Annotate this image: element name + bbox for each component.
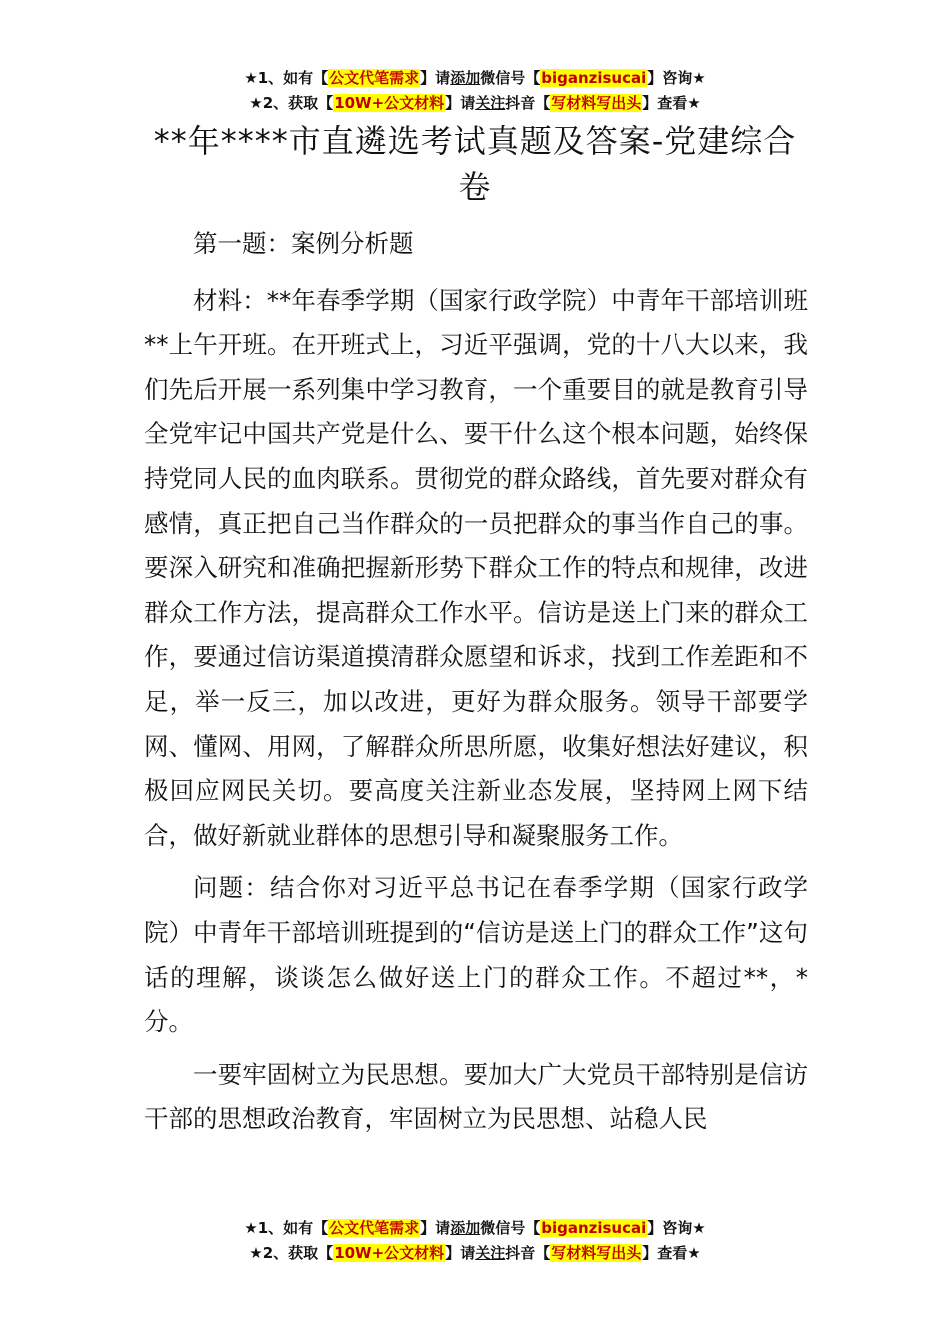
- answer-paragraph: 一要牢固树立为民思想。要加大广大党员干部特别是信访干部的思想政治教育，牢固树立为民思想、站稳人民: [144, 1059, 808, 1134]
- promo-highlight: 10W+公文材料: [334, 1244, 445, 1262]
- promo-underlined: 添加: [450, 69, 481, 87]
- promo-highlight: biganzisucai: [541, 1219, 647, 1237]
- promo-text: ★2、获取【: [249, 94, 334, 112]
- document-body: [144, 222, 808, 1150]
- promo-banner-bottom: [0, 1216, 950, 1266]
- promo-text: ★2、获取【: [249, 1244, 334, 1262]
- promo-highlight: 公文代笔需求: [329, 1219, 420, 1237]
- promo-text: 】咨询★: [647, 69, 706, 87]
- promo-text: 】请: [420, 1219, 451, 1237]
- promo-text: 】查看★: [642, 94, 701, 112]
- question-paragraph: 问题：结合你对习近平总书记在春季学期（国家行政学院）中青年干部培训班提到的“信访是送上门的群众工作”这句话的理解，谈谈怎么做好送上门的群众工作。不超过**，*分。: [144, 873, 808, 1037]
- promo-text: 抖音【: [505, 94, 551, 112]
- promo-highlight: 10W+公文材料: [334, 94, 445, 112]
- promo-underlined: 添加: [450, 1219, 481, 1237]
- section-heading: 第一题：案例分析题: [193, 229, 414, 258]
- promo-text: ★1、如有【: [244, 1219, 329, 1237]
- promo-underlined: 关注: [475, 94, 506, 112]
- promo-text: 抖音【: [505, 1244, 551, 1262]
- promo-text: 】请: [445, 94, 476, 112]
- promo-highlight: 写材料写出头: [551, 1244, 642, 1262]
- promo-text: 】查看★: [642, 1244, 701, 1262]
- promo-highlight: 公文代笔需求: [329, 69, 420, 87]
- promo-highlight: 写材料写出头: [551, 94, 642, 112]
- promo-banner-top: [0, 66, 950, 116]
- promo-text: 】咨询★: [647, 1219, 706, 1237]
- promo-text: 】请: [420, 69, 451, 87]
- promo-text: 微信号【: [480, 69, 541, 87]
- document-title: **年****市直遴选考试真题及答案-党建综合卷: [153, 122, 797, 206]
- promo-line-2: [0, 1241, 950, 1266]
- promo-line-1: [0, 1216, 950, 1241]
- promo-text: ★1、如有【: [244, 69, 329, 87]
- promo-line-1: [0, 66, 950, 91]
- promo-line-2: [0, 91, 950, 116]
- material-paragraph: 材料：**年春季学期（国家行政学院）中青年干部培训班**上午开班。在开班式上，习近平强调，党的十八大以来，我们先后开展一系列集中学习教育，一个重要目的就是教育引导全党牢记中国共产党是什么、要干什么这个根本问题，始终保持党同人民的血肉联系。贯彻党的群众路线，首先要对群众有感情，真正把自己当作群众的一员把群众的事当作自己的事。要深入研究和准确把握新形势下群众工作的特点和规律，改进群众工作方法，提高群众工作水平。信访是送上门来的群众工作，要通过信访渠道摸清群众愿望和诉求，找到工作差距和不足，举一反三，加以改进，更好为群众服务。领导干部要学网、懂网、用网，了解群众所思所愿，收集好想法好建议，积极回应网民关切。要高度关注新业态发展，坚持网上网下结合，做好新就业群体的思想引导和凝聚服务工作。: [144, 285, 808, 850]
- promo-underlined: 关注: [475, 1244, 506, 1262]
- promo-highlight: biganzisucai: [541, 69, 647, 87]
- promo-text: 微信号【: [480, 1219, 541, 1237]
- promo-text: 】请: [445, 1244, 476, 1262]
